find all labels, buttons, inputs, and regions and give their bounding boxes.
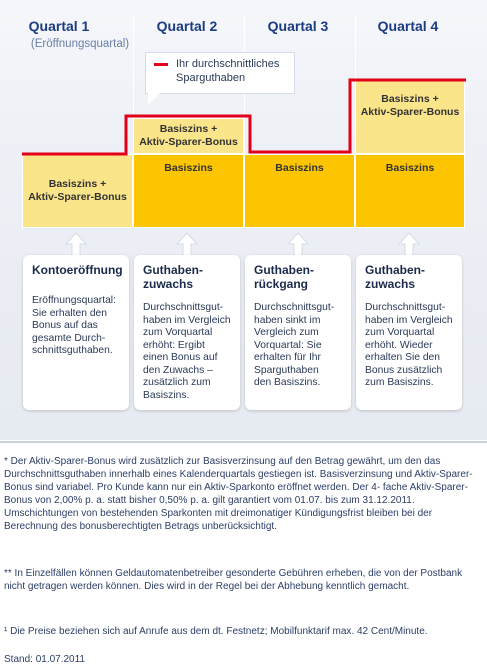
card-kontoeroeffnung [23,255,129,410]
legend-pointer [148,93,160,105]
q4-bar-bonus: Basiszins + Aktiv-Sparer-Bonus [355,80,465,154]
footnote-geldautomat: ** In Einzelfällen können Geldautomatenbetreiber gesonderte Gebühren erheben, die von der Postbank nicht getragen werden können. Dies wird in der Regel bei der Abhebung kenntlich gemacht. [4,568,463,592]
card-title: Guthaben- rückgang [254,263,314,291]
q3-bar-basiszins: Basiszins [244,154,355,228]
legend-line-swatch [154,63,168,66]
card-guthabenrueckgang [245,255,351,410]
card-title: Kontoeröffnung [32,263,123,277]
quarter-4-title: Quartal 4 [377,18,439,34]
quarter-1-title: Quartal 1 [28,18,90,34]
quarter-3-title: Quartal 3 [267,18,329,34]
q2-bar-bonus: Basiszins + Aktiv-Sparer-Bonus [133,118,244,154]
card-guthabenzuwachs-q4 [356,255,462,410]
card-text: Durchschnittsgut- haben im Vergleich zum Vorquartal erhöht. Wieder erhalten Sie den Bonus zusätzlich zum Basiszins. [365,302,453,388]
card-title: Guthaben- zuwachs [143,263,203,291]
card-title: Guthaben- zuwachs [365,263,425,291]
quarter-1-subtitle: (Eröffnungsquartal) [30,38,130,50]
q1-bar-basiszins-bonus: Basiszins + Aktiv-Sparer-Bonus [22,154,133,228]
q2-bar-basiszins: Basiszins [133,154,244,228]
footnote-preise: ¹ Die Preise beziehen sich auf Anrufe aus dem dt. Festnetz; Mobilfunktarif max. 42 Cent/Minute. [4,626,428,637]
q4-bar-basiszins: Basiszins [355,154,465,228]
average-balance-line [0,0,487,240]
stand-date: Stand: 01.07.2011 [4,654,85,665]
quarter-2-title: Quartal 2 [156,18,218,34]
footnote-bonus: * Der Aktiv-Sparer-Bonus wird zusätzlich zur Basisverzinsung auf den Betrag gewährt, um den das Durchschnittsguthaben innerhalb eines Kalenderquartals gestiegen ist. Basisverzinsung und Aktiv-Sparer-Bonus sind variabel. Pro Kunde kann nur ein Aktiv-Sparkonto eröffnet werden. Der 4- fache Aktiv-Sparer-Bonus von 2,00% p. a. statt bisher 0,50% p. a. gilt garantiert vom 01.07. bis zum 31.12.2011. Umschichtungen von bestehenden Sparkonten mit dreimonatiger Kündigungsfrist bleiben bei der Berechnung des bonusberechtigten Betrags unberücksichtigt. [4,456,473,532]
legend-label: Ihr durchschnittliches Sparguthaben [176,58,280,84]
divider [0,441,487,443]
card-guthabenzuwachs-q2 [134,255,240,410]
legend-box [145,52,295,94]
card-text: Eröffnungsquartal: Sie erhalten den Bonus auf das gesamte Durch- schnittsguthaben. [32,295,116,356]
card-text: Durchschnittsgut- haben im Vergleich zum Vorquartal erhöht: Ergibt einen Bonus auf den Zuwachs – zusätzlich zum Basiszins. [143,302,231,401]
card-text: Durchschnittsgut- haben sinkt im Vergleich zum Vorquartal: Sie erhalten für Ihr Sparguthaben den Basiszins. [254,302,335,388]
